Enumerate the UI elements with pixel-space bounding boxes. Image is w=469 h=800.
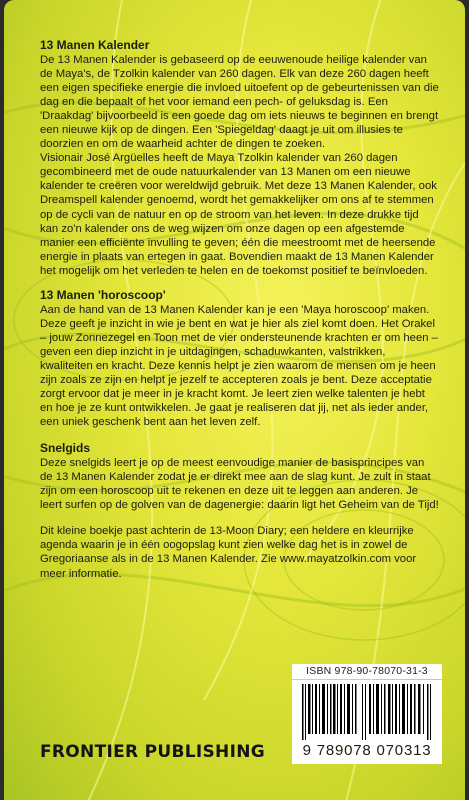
back-cover-text	[40, 38, 440, 581]
isbn-label: ISBN 978-90-78070-31-3	[292, 664, 442, 679]
paragraph-horoscoop: Aan de hand van de 13 Manen Kalender kan je een 'Maya horoscoop' maken. Deze geeft je inzicht in wie je bent en wat je hier als ziel komt doen. Het Orakel – jouw Zonnezegel en Toon met de vier ondersteunende krachten er om heen – geven een diep inzicht in je uitdagingen, schaduwkanten, valstrikken, kwaliteiten en kracht. Deze kennis helpt je zien waarom de mensen om je heen zijn zoals ze zijn en helpt je jezelf te accepteren zoals je bent. Deze acceptatie zorgt ervoor dat je meer in je kracht komt. Je leert zien welke talenten je hebt en hoe je ze kunt ontwikkelen. Je gaat je realiseren dat jij, net als ieder ander, een uniek geschenk bent aan het leven zelf.	[40, 303, 438, 429]
heading-horoscoop: 13 Manen 'horoscoop'	[40, 287, 166, 302]
paragraph-kalender-1: De 13 Manen Kalender is gebaseerd op de eeuwenoude heilige kalender van de Maya's, de Tzolkin kalender van 260 dagen. Elk van deze 260 dagen heeft een eigen specifieke energie die invloed uitoefent op de gebeurtenissen van die dag en die bepaalt of het voor iemand een pech- of geluksdag is. Een 'Draakdag' bijvoorbeeld is een goede dag om iets nieuws te beginnen en brengt een nieuwe kijk op de dingen. Een 'Spiegeldag' daagt je uit om illusies te doorzien en om de waarheid achter de dingen te zoeken.	[40, 54, 439, 151]
paragraph-kalender-2: Visionair José Argüelles heeft de Maya Tzolkin kalender van 260 dagen gecombineerd met de oude natuurkalender van 13 Manen om een nieuwe kalender te creëren voor wereldwijd gebruik. Met deze 13 Manen Kalender, ook Dreamspell kalender genoemd, wordt het gemakkelijker om ons af te stemmen op de cycli van de natuur en op de stroom van het leven. In deze drukke tijd kan zo'n kalender ons de weg wijzen om onze dagen op een afgestemde manier een efficiënte invulling te geven; één die meestroomt met de heersende energie in plaats van ertegen in gaat. Bovendien maakt de 13 Manen Kalender het mogelijk om het verleden te helen en de toekomst positief te beïnvloeden.	[40, 152, 437, 277]
heading-kalender: 13 Manen Kalender	[40, 38, 150, 52]
heading-snelgids: Snelgids	[40, 441, 91, 456]
barcode-bars	[300, 684, 434, 740]
barcode-digits: 9 789078 070313	[302, 742, 432, 759]
paragraph-closing: Dit kleine boekje past achterin de 13-Moon Diary; een heldere en kleurrijke agenda waarin je in één oogopslag kunt zien welke dag het is in zowel de Gregoriaanse als in de 13 Manen Kalender. Zie www.mayatzolkin.com voor meer informatie.	[40, 525, 417, 580]
paragraph-snelgids: Deze snelgids leert je op de meest eenvoudige manier de basisprincipes van de 13 Manen Kalender zodat je er direkt mee aan de slag kunt. Je zult in staat zijn om een horoscoop uit te rekenen en deze uit te leggen aan anderen. Je leert surfen op de golven van de dagenergie: daarin ligt het Geheim van de Tijd!	[40, 457, 439, 512]
book-back-cover	[4, 0, 465, 800]
barcode	[292, 680, 442, 764]
publisher-logo: FRONTIER PUBLISHING	[40, 742, 265, 762]
